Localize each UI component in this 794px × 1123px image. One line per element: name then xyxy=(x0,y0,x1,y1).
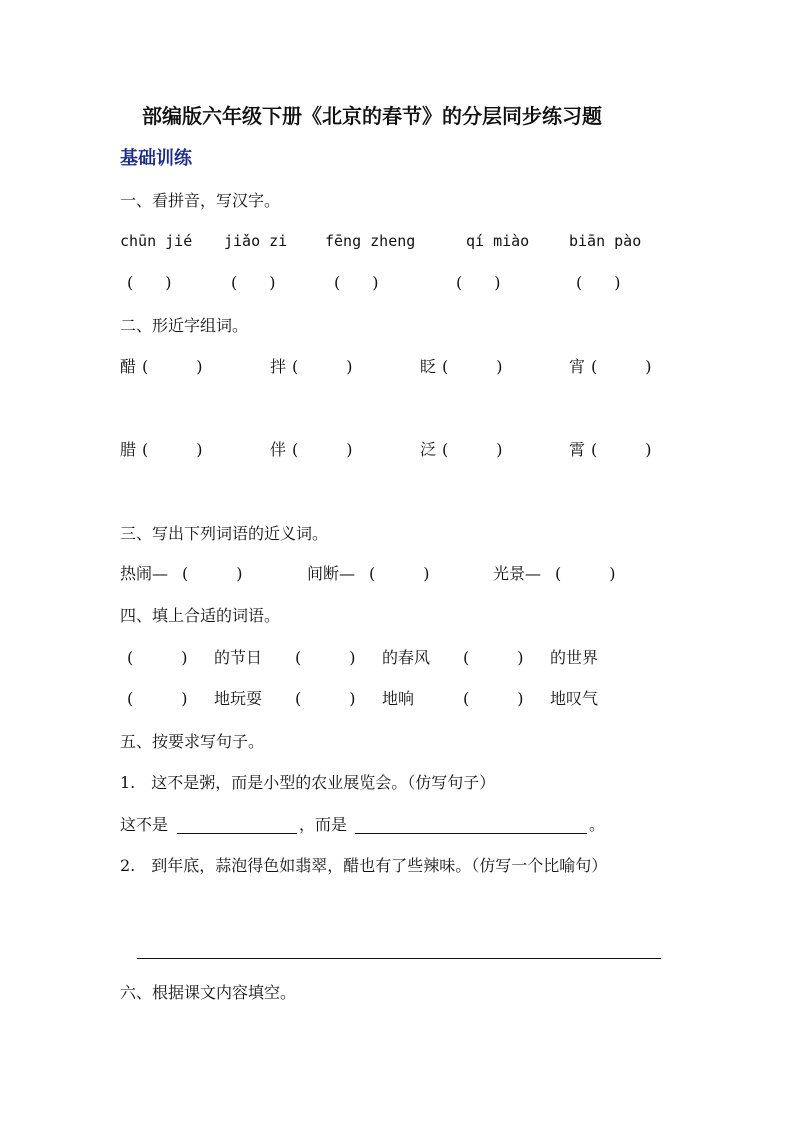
answer-line[interactable] xyxy=(137,958,661,959)
page-title: 部编版六年级下册《北京的春节》的分层同步练习题 xyxy=(142,104,602,128)
question-2: 2. 到年底，蒜泡得色如翡翠，醋也有了些辣味。（仿写一个比喻句） xyxy=(120,856,608,875)
answer-blank[interactable]: ( ) xyxy=(182,564,243,583)
answer-blank-5[interactable]: ( ) xyxy=(576,273,621,292)
phrase-item: 地玩耍 xyxy=(214,689,263,708)
char-item: 霄 xyxy=(569,440,586,459)
fill-line-2[interactable] xyxy=(355,833,587,834)
phrase-item: 地响 xyxy=(382,689,415,708)
pinyin-2: jiǎo zi xyxy=(224,232,288,250)
question-1: 1. 这不是粥，而是小型的农业展览会。（仿写句子） xyxy=(120,773,496,792)
question-1-middle: ，而是 xyxy=(299,815,348,834)
fill-line-1[interactable] xyxy=(177,833,297,834)
answer-blank[interactable]: ( ) xyxy=(127,648,188,667)
word-item: 间断— xyxy=(307,564,356,583)
pinyin-1: chūn jié xyxy=(120,232,193,250)
answer-blank-4[interactable]: ( ) xyxy=(456,273,501,292)
section-4-heading: 四、填上合适的词语。 xyxy=(120,606,281,625)
answer-blank[interactable]: ( ) xyxy=(295,648,356,667)
phrase-item: 的节日 xyxy=(214,648,263,667)
pinyin-4: qí miào xyxy=(466,232,530,250)
pinyin-5: biān pào xyxy=(569,232,642,250)
char-item: 腊 xyxy=(120,440,137,459)
answer-blank[interactable]: ( ) xyxy=(292,440,353,459)
char-item: 拌 xyxy=(270,357,287,376)
phrase-item: 地叹气 xyxy=(550,689,599,708)
char-item: 宵 xyxy=(569,357,586,376)
phrase-item: 的春风 xyxy=(382,648,431,667)
answer-blank[interactable]: ( ) xyxy=(591,440,652,459)
answer-blank[interactable]: ( ) xyxy=(142,440,203,459)
answer-blank[interactable]: ( ) xyxy=(292,357,353,376)
answer-blank-3[interactable]: ( ) xyxy=(334,273,379,292)
answer-blank[interactable]: ( ) xyxy=(142,357,203,376)
answer-blank[interactable]: ( ) xyxy=(463,648,524,667)
char-item: 泛 xyxy=(420,440,437,459)
section-3-heading: 三、写出下列词语的近义词。 xyxy=(120,524,329,543)
phrase-item: 的世界 xyxy=(550,648,599,667)
section-subtitle: 基础训练 xyxy=(120,148,192,169)
char-item: 伴 xyxy=(270,440,287,459)
char-item: 眨 xyxy=(420,357,437,376)
answer-blank[interactable]: ( ) xyxy=(442,357,503,376)
answer-blank[interactable]: ( ) xyxy=(591,357,652,376)
section-5-heading: 五、按要求写句子。 xyxy=(120,732,265,751)
answer-blank[interactable]: ( ) xyxy=(369,564,430,583)
answer-blank-2[interactable]: ( ) xyxy=(231,273,276,292)
answer-blank[interactable]: ( ) xyxy=(295,689,356,708)
answer-blank[interactable]: ( ) xyxy=(555,564,616,583)
answer-blank[interactable]: ( ) xyxy=(442,440,503,459)
question-1-prefix: 这不是 xyxy=(120,815,169,834)
word-item: 光景— xyxy=(493,564,542,583)
section-2-heading: 二、形近字组词。 xyxy=(120,316,249,335)
question-1-end: 。 xyxy=(589,815,606,834)
answer-blank-1[interactable]: ( ) xyxy=(127,273,172,292)
char-item: 醋 xyxy=(120,357,137,376)
answer-blank[interactable]: ( ) xyxy=(463,689,524,708)
word-item: 热闹— xyxy=(120,564,169,583)
answer-blank[interactable]: ( ) xyxy=(127,689,188,708)
section-6-heading: 六、根据课文内容填空。 xyxy=(120,983,297,1002)
section-1-heading: 一、看拼音，写汉字。 xyxy=(120,191,281,210)
pinyin-3: fēng zheng xyxy=(325,232,416,250)
